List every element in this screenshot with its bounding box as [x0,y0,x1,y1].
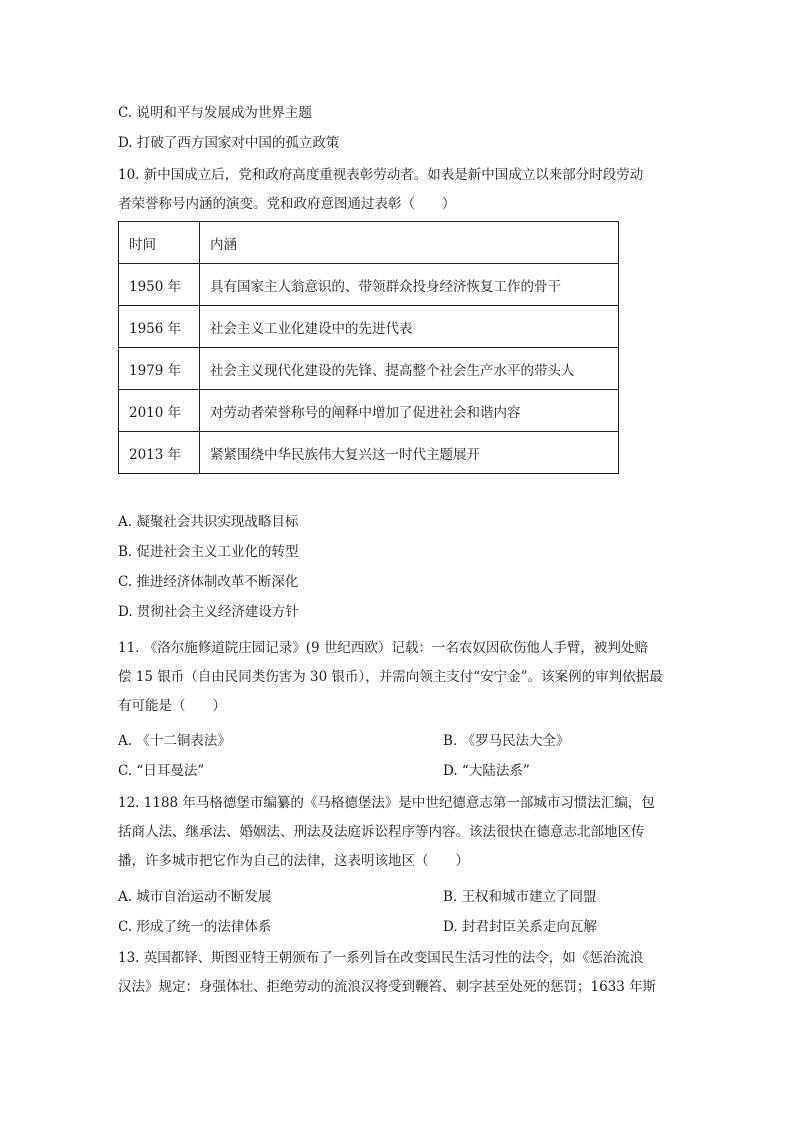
table-cell-year: 1950 年 [119,264,200,306]
table-row [119,390,619,432]
q13-stem [118,944,678,1002]
q10-option-b[interactable]: B. 促进社会主义工业化的转型 [118,544,299,560]
table-row [119,264,619,306]
q11-stem-line: 偿 15 银币（自由民同类伤害为 30 银币），并需向领主支付“安宁金”。该案例的审判依据最 [118,669,663,685]
q11-options [118,726,678,786]
q12-option-c[interactable]: C. 形成了统一的法律体系 [118,919,272,935]
table-cell-meaning: 社会主义现代化建设的先锋、提高整个社会生产水平的带头人 [200,348,619,390]
q11-option-b[interactable]: B. 《罗马民法大全》 [443,733,570,749]
q9-option-d[interactable]: D. 打破了西方国家对中国的孤立政策 [118,135,340,151]
q12-option-a[interactable]: A. 城市自治运动不断发展 [118,889,272,905]
table-cell-meaning: 社会主义工业化建设中的先进代表 [200,306,619,348]
table-row [119,432,619,474]
q10-stem-line: 10. 新中国成立后，党和政府高度重视表彰劳动者。如表是新中国成立以来部分时段劳动 [118,167,644,183]
q12-option-b[interactable]: B. 王权和城市建立了同盟 [443,889,597,905]
q11-option-d[interactable]: D. “大陆法系” [443,763,530,779]
table-cell-year: 2010 年 [119,390,200,432]
q12-stem-line: 12. 1188 年马格德堡市编纂的《马格德堡法》是中世纪德意志第一部城市习惯法汇编，包 [118,795,655,811]
q12-stem-line: 播，许多城市把它作为自己的法律，这表明该地区（ ） [118,853,469,869]
table-cell-year: 2013 年 [119,432,200,474]
q11-stem-line: 11. 《洛尔施修道院庄园记录》(9 世纪西欧）记载：一名农奴因砍伤他人手臂，被判处赔 [118,640,648,656]
q13-stem-line: 13. 英国都铎、斯图亚特王朝颁布了一系列旨在改变国民生活习性的法令，如《惩治流浪 [118,950,644,966]
q11-stem-line: 有可能是（ ） [118,698,226,714]
table-cell-year: 1979 年 [119,348,200,390]
q11-option-c[interactable]: C. “日耳曼法” [118,763,205,779]
q12-stem [118,789,678,876]
table-cell-year: 1956 年 [119,306,200,348]
table-header-cell: 时间 [119,222,200,264]
table-row [119,348,619,390]
q10-options [118,507,678,627]
table-header-row [119,222,619,264]
table-row [119,306,619,348]
q11-stem [118,634,678,721]
q11-option-a[interactable]: A. 《十二铜表法》 [118,733,231,749]
q10-table [118,221,619,474]
q12-options [118,882,678,942]
table-cell-meaning: 对劳动者荣誉称号的阐释中增加了促进社会和谐内容 [200,390,619,432]
q12-option-d[interactable]: D. 封君封臣关系走向瓦解 [443,919,597,935]
q10-option-d[interactable]: D. 贯彻社会主义经济建设方针 [118,604,299,620]
q10-stem-line: 者荣誉称号内涵的演变。党和政府意图通过表彰（ ） [118,196,456,212]
q9-option-c[interactable]: C. 说明和平与发展成为世界主题 [118,105,312,121]
q10-option-a[interactable]: A. 凝聚社会共识实现战略目标 [118,514,299,530]
q13-stem-line: 汉法》规定：身强体壮、拒绝劳动的流浪汉将受到鞭笞、刺字甚至处死的惩罚；1633 年斯 [118,979,657,995]
q12-stem-line: 括商人法、继承法、婚姻法、刑法及法庭诉讼程序等内容。该法很快在德意志北部地区传 [118,824,645,840]
table-cell-meaning: 具有国家主人翁意识的、带领群众投身经济恢复工作的骨干 [200,264,619,306]
table-cell-meaning: 紧紧围绕中华民族伟大复兴这一时代主题展开 [200,432,619,474]
q10-stem [118,161,678,219]
q9-options [118,98,678,158]
table-header-cell: 内涵 [200,222,619,264]
q10-option-c[interactable]: C. 推进经济体制改革不断深化 [118,574,299,590]
